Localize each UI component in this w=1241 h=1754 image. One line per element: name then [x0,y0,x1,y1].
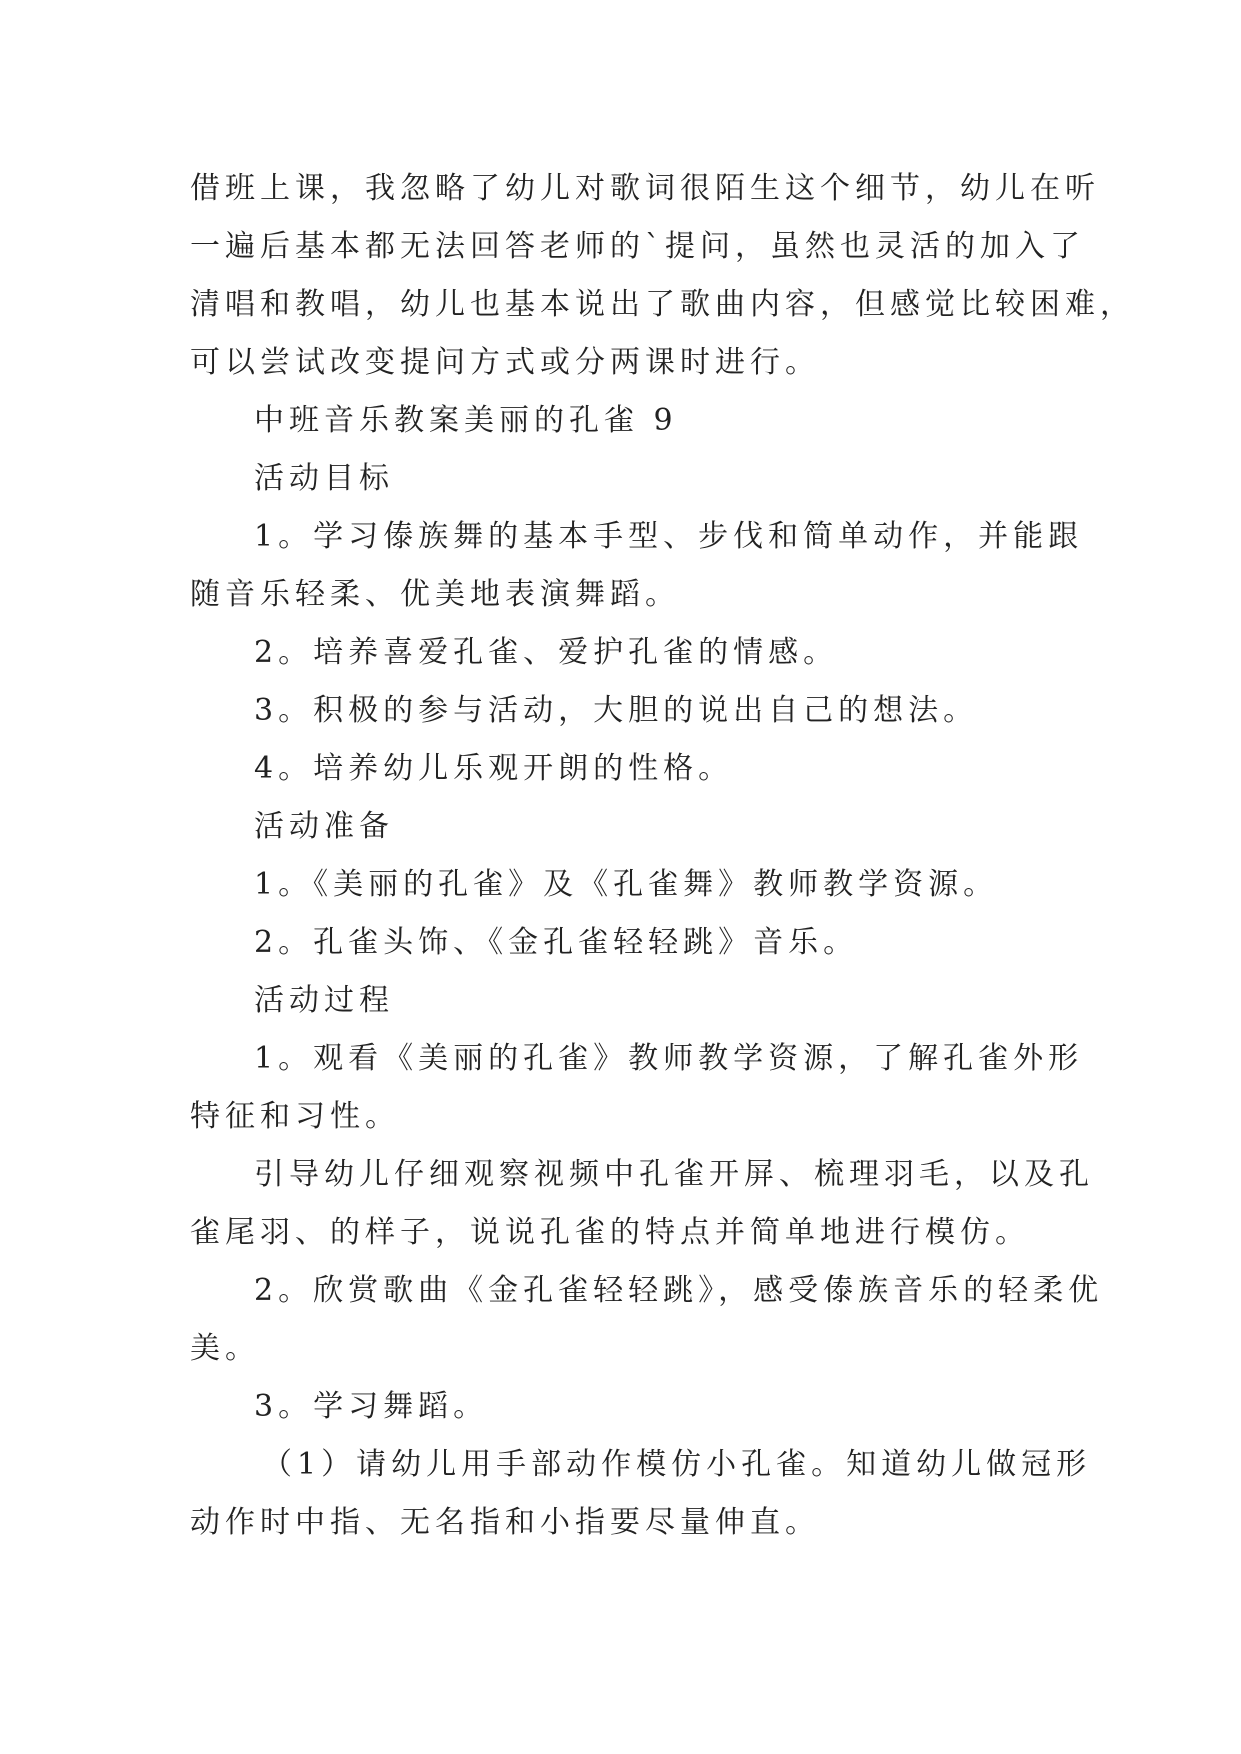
document-body [190,160,1135,1552]
list-item: 2。孔雀头饰、《金孔雀轻轻跳》音乐。 [254,925,859,960]
paragraph-line: 动作时中指、无名指和小指要尽量伸直。 [190,1505,820,1540]
list-item: 2。欣赏歌曲《金孔雀轻轻跳》，感受傣族音乐的轻柔优 [254,1273,1104,1308]
list-item: 2。培养喜爱孔雀、爱护孔雀的情感。 [254,635,839,670]
list-item: 3。积极的参与活动，大胆的说出自己的想法。 [254,693,979,728]
list-item: 3。学习舞蹈。 [254,1389,489,1424]
paragraph-line: 美。 [190,1331,260,1366]
paragraph-line: 随音乐轻柔、优美地表演舞蹈。 [190,577,680,612]
paragraph-line: 借班上课，我忽略了幼儿对歌词很陌生这个细节，幼儿在听 [190,171,1100,206]
sub-list-item: （1）请幼儿用手部动作模仿小孔雀。知道幼儿做冠形 [262,1447,1092,1482]
paragraph-line: 可以尝试改变提问方式或分两课时进行。 [190,345,820,380]
heading-activity-goals: 活动目标 [254,461,394,496]
paragraph-line: 清唱和教唱，幼儿也基本说出了歌曲内容，但感觉比较困难， [190,287,1135,322]
paragraph-line: 一遍后基本都无法回答老师的`提问，虽然也灵活的加入了 [190,229,1085,264]
list-item: 1。观看《美丽的孔雀》教师教学资源，了解孔雀外形 [254,1041,1084,1076]
paragraph-line: 特征和习性。 [190,1099,400,1134]
section-title: 中班音乐教案美丽的孔雀 9 [254,403,678,438]
list-item: 1。《美丽的孔雀》及《孔雀舞》教师教学资源。 [254,867,999,902]
paragraph-line: 雀尾羽、的样子，说说孔雀的特点并简单地进行模仿。 [190,1215,1030,1250]
list-item: 1。学习傣族舞的基本手型、步伐和简单动作，并能跟 [254,519,1084,554]
heading-activity-process: 活动过程 [254,983,394,1018]
heading-activity-preparation: 活动准备 [254,809,394,844]
paragraph-line: 引导幼儿仔细观察视频中孔雀开屏、梳理羽毛，以及孔 [254,1157,1094,1192]
list-item: 4。培养幼儿乐观开朗的性格。 [254,751,734,786]
